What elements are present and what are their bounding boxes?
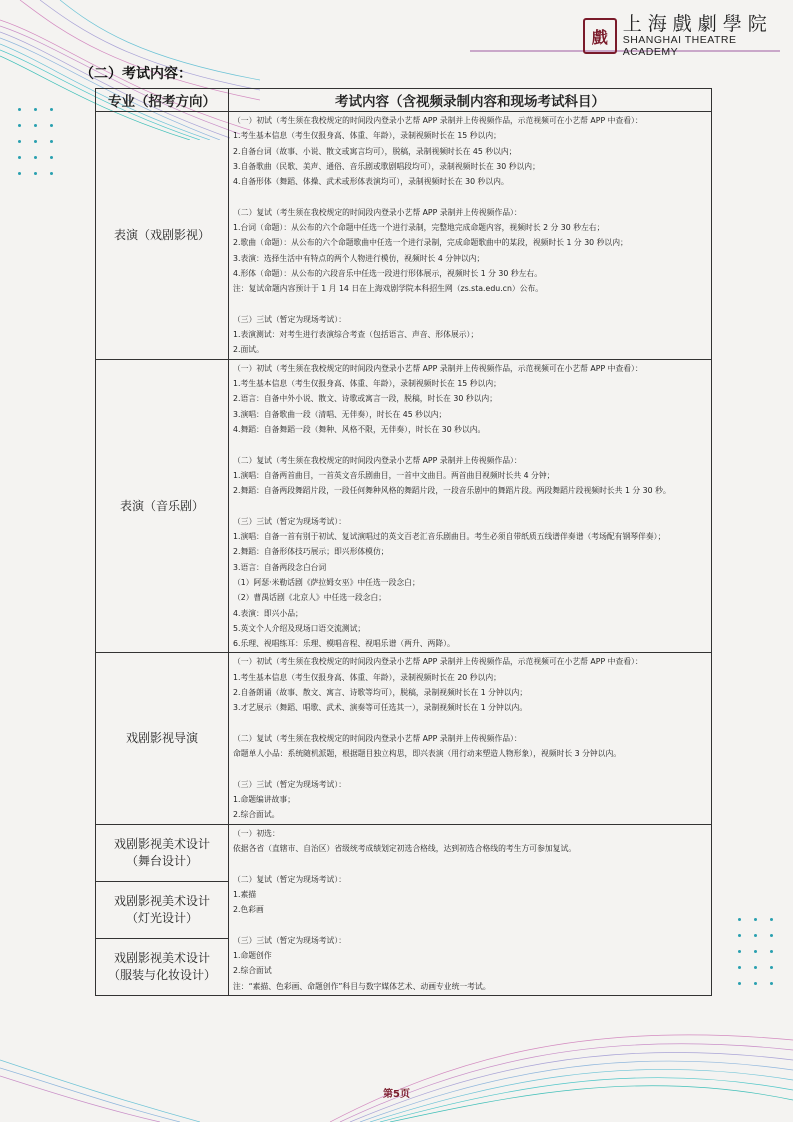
academy-emblem-icon: 戲 bbox=[583, 18, 617, 54]
major-name-line: 戏剧影视美术设计 bbox=[113, 893, 210, 908]
content-line: 4.自备形体（舞蹈、体操、武术或形体表演均可），录制视频时长在 30 秒以内。 bbox=[233, 177, 509, 187]
content-line: （1）阿瑟·米勒话剧《萨拉姆女巫》中任选一段念白； bbox=[233, 577, 420, 587]
table-row bbox=[96, 359, 712, 653]
content-line: （一）初试（考生须在我校规定的时间段内登录小艺帮 APP 录制并上传视频作品，示范视频可在小艺帮 APP 中查看）： bbox=[233, 657, 643, 667]
content-line: 2.综合面试 bbox=[233, 966, 272, 976]
major-name: 表演（戏剧影视） bbox=[96, 112, 229, 360]
content-line: 1.演唱：自备两首曲目，一首英文音乐剧曲目，一首中文曲目。两首曲目视频时长共 4 分钟； bbox=[233, 470, 555, 480]
line-spacer bbox=[233, 856, 707, 871]
line-spacer bbox=[233, 297, 707, 312]
line-spacer bbox=[233, 917, 707, 932]
major-name bbox=[96, 938, 229, 995]
content-line: 2.语言：自备中外小说、散文、诗歌或寓言一段，脱稿，时长在 30 秒以内； bbox=[233, 394, 498, 404]
content-line: 2.面试。 bbox=[233, 345, 264, 355]
major-name bbox=[96, 824, 229, 881]
content-line: 3.自备歌曲（民歌、美声、通俗、音乐剧或歌剧唱段均可），录制视频时长在 30 秒以内； bbox=[233, 161, 540, 171]
content-line: 1.考生基本信息（考生仅报身高、体重、年龄），录制视频时长在 15 秒以内； bbox=[233, 379, 501, 389]
table-row bbox=[96, 824, 712, 881]
content-line: （一）初选： bbox=[233, 828, 280, 838]
content-line: 命题单人小品：系统随机派题，根据题目独立构思，即兴表演（用行动来塑造人物形象），视频时长 3 分钟以内。 bbox=[233, 749, 622, 759]
content-line: 5.英文个人介绍及现场口语交流测试； bbox=[233, 623, 366, 633]
content-line: 3.才艺展示（舞蹈、唱歌、武术、演奏等可任选其一），录制视频时长在 1 分钟以内。 bbox=[233, 703, 528, 713]
exam-content-cell bbox=[229, 359, 712, 653]
content-line: （一）初试（考生须在我校规定的时间段内登录小艺帮 APP 录制并上传视频作品，示范视频可在小艺帮 APP 中查看）： bbox=[233, 116, 643, 125]
line-spacer bbox=[233, 498, 707, 513]
content-line: 3.表演：选择生活中有特点的两个人物进行模仿，视频时长 4 分钟以内； bbox=[233, 253, 485, 263]
table-row bbox=[96, 112, 712, 360]
table-header-row bbox=[96, 89, 712, 112]
content-line: 2.舞蹈：自备两段舞蹈片段，一段任何舞种风格的舞蹈片段，一段音乐剧中的舞蹈片段。两段舞蹈片段视频时长共 1 分 30 秒。 bbox=[233, 486, 671, 496]
exam-content-cell bbox=[229, 824, 712, 995]
academy-logo bbox=[583, 14, 793, 58]
line-spacer bbox=[233, 716, 707, 731]
content-line: 6.乐理、视唱练耳：乐理、模唱音程、视唱乐谱（两升、两降）。 bbox=[233, 639, 455, 649]
content-line: 4.表演：即兴小品； bbox=[233, 608, 303, 618]
content-line: （三）三试（暂定为现场考试）： bbox=[233, 935, 347, 945]
content-line: 1.命题创作 bbox=[233, 951, 272, 961]
exam-content-cell bbox=[229, 112, 712, 360]
content-line: （二）复试（暂定为现场考试）： bbox=[233, 874, 347, 884]
content-line: 1.表演测试：对考生进行表演综合考查（包括语言、声音、形体展示）； bbox=[233, 330, 479, 340]
exam-content-table bbox=[95, 88, 712, 996]
section-title: （二）考试内容： bbox=[80, 66, 192, 82]
major-name-line: （服装与化妆设计） bbox=[107, 967, 216, 982]
content-line: 2.舞蹈：自备形体技巧展示；即兴形体模仿； bbox=[233, 547, 389, 557]
content-line: 2.歌曲（命题）：从公布的六个命题歌曲中任选一个进行录制，完成命题歌曲中的某段，视频时长 1 分 30 秒以内； bbox=[233, 238, 628, 248]
content-line: 1.考生基本信息（考生仅报身高、体重、年龄），录制视频时长在 15 秒以内； bbox=[233, 131, 501, 141]
content-line: （一）初试（考生须在我校规定的时间段内登录小艺帮 APP 录制并上传视频作品，示范视频可在小艺帮 APP 中查看）： bbox=[233, 363, 643, 373]
content-line: 1.演唱：自备一首有别于初试、复试演唱过的英文百老汇音乐剧曲目。考生必须自带纸质五线谱伴奏谱（考场配有钢琴伴奏）； bbox=[233, 532, 666, 542]
content-line: 4.形体（命题）：从公布的六段音乐中任选一段进行形体展示，视频时长 1 分 30 秒左右。 bbox=[233, 268, 543, 278]
content-line: （二）复试（考生须在我校规定的时间段内登录小艺帮 APP 录制并上传视频作品）： bbox=[233, 455, 522, 465]
content-line: 2.自备台词（故事、小说、散文或寓言均可），脱稿，录制视频时长在 45 秒以内； bbox=[233, 146, 517, 156]
major-name-line: （灯光设计） bbox=[125, 910, 198, 925]
line-spacer bbox=[233, 189, 707, 204]
logo-english-name: SHANGHAI THEATRE ACADEMY bbox=[622, 34, 737, 58]
major-name-line: 戏剧影视美术设计 bbox=[113, 950, 210, 965]
major-name: 戏剧影视导演 bbox=[96, 653, 229, 824]
content-line: （二）复试（考生须在我校规定的时间段内登录小艺帮 APP 录制并上传视频作品）： bbox=[233, 733, 522, 743]
line-spacer bbox=[233, 437, 707, 452]
page-number: 第5页 bbox=[383, 1089, 410, 1100]
exam-content-cell bbox=[229, 653, 712, 824]
content-line: 2.综合面试。 bbox=[233, 810, 280, 820]
major-name-line: 戏剧影视美术设计 bbox=[113, 836, 210, 851]
content-line: 2.色彩画 bbox=[233, 905, 264, 915]
column-header-major: 专业（招考方向） bbox=[96, 89, 229, 112]
content-line: 依据各省（直辖市、自治区）省级统考成绩划定初选合格线，达到初选合格线的考生方可参加复试。 bbox=[233, 843, 577, 853]
major-name: 表演（音乐剧） bbox=[96, 359, 229, 653]
logo-chinese-name: 上海戲劇學院 bbox=[622, 13, 773, 35]
content-line: 1.台词（命题）：从公布的六个命题中任选一个进行录制，完整地完成命题内容，视频时长 2 分 30 秒左右； bbox=[233, 223, 605, 233]
content-line: （三）三试（暂定为现场考试）： bbox=[233, 516, 347, 526]
wave-decoration-bottom bbox=[330, 1000, 793, 1122]
content-line: 注：“素描、色彩画、命题创作”科目与数字媒体艺术、动画专业统一考试。 bbox=[233, 981, 491, 991]
content-line: 4.舞蹈：自备舞蹈一段（舞种、风格不限，无伴奏），时长在 30 秒以内。 bbox=[233, 424, 486, 434]
table-row bbox=[96, 653, 712, 824]
major-name bbox=[96, 881, 229, 938]
content-line: 2.自备朗诵（故事、散文、寓言、诗歌等均可），脱稿，录制视频时长在 1 分钟以内； bbox=[233, 687, 528, 697]
content-line: （二）复试（考生须在我校规定的时间段内登录小艺帮 APP 录制并上传视频作品）： bbox=[233, 207, 522, 217]
content-line: （2）曹禺话剧《北京人》中任选一段念白； bbox=[233, 593, 387, 603]
content-line: 3.演唱：自备歌曲一段（清唱、无伴奏），时长在 45 秒以内； bbox=[233, 409, 447, 419]
content-line: 3.语言：自备两段念白台词 bbox=[233, 562, 327, 572]
content-line: 注：复试命题内容预计于 1 月 14 日在上海戏剧学院本科招生网（zs.sta.edu.cn）公布。 bbox=[233, 284, 544, 294]
content-line: 1.考生基本信息（考生仅报身高、体重、年龄），录制视频时长在 20 秒以内； bbox=[233, 672, 501, 682]
line-spacer bbox=[233, 761, 707, 776]
column-header-content: 考试内容（含视频录制内容和现场考试科目） bbox=[229, 89, 712, 112]
content-line: 1.素描 bbox=[233, 889, 257, 899]
content-line: 1.命题编讲故事； bbox=[233, 795, 296, 805]
content-line: （三）三试（暂定为现场考试）： bbox=[233, 314, 347, 324]
content-line: （三）三试（暂定为现场考试）： bbox=[233, 779, 347, 789]
major-name-line: （舞台设计） bbox=[125, 853, 198, 868]
